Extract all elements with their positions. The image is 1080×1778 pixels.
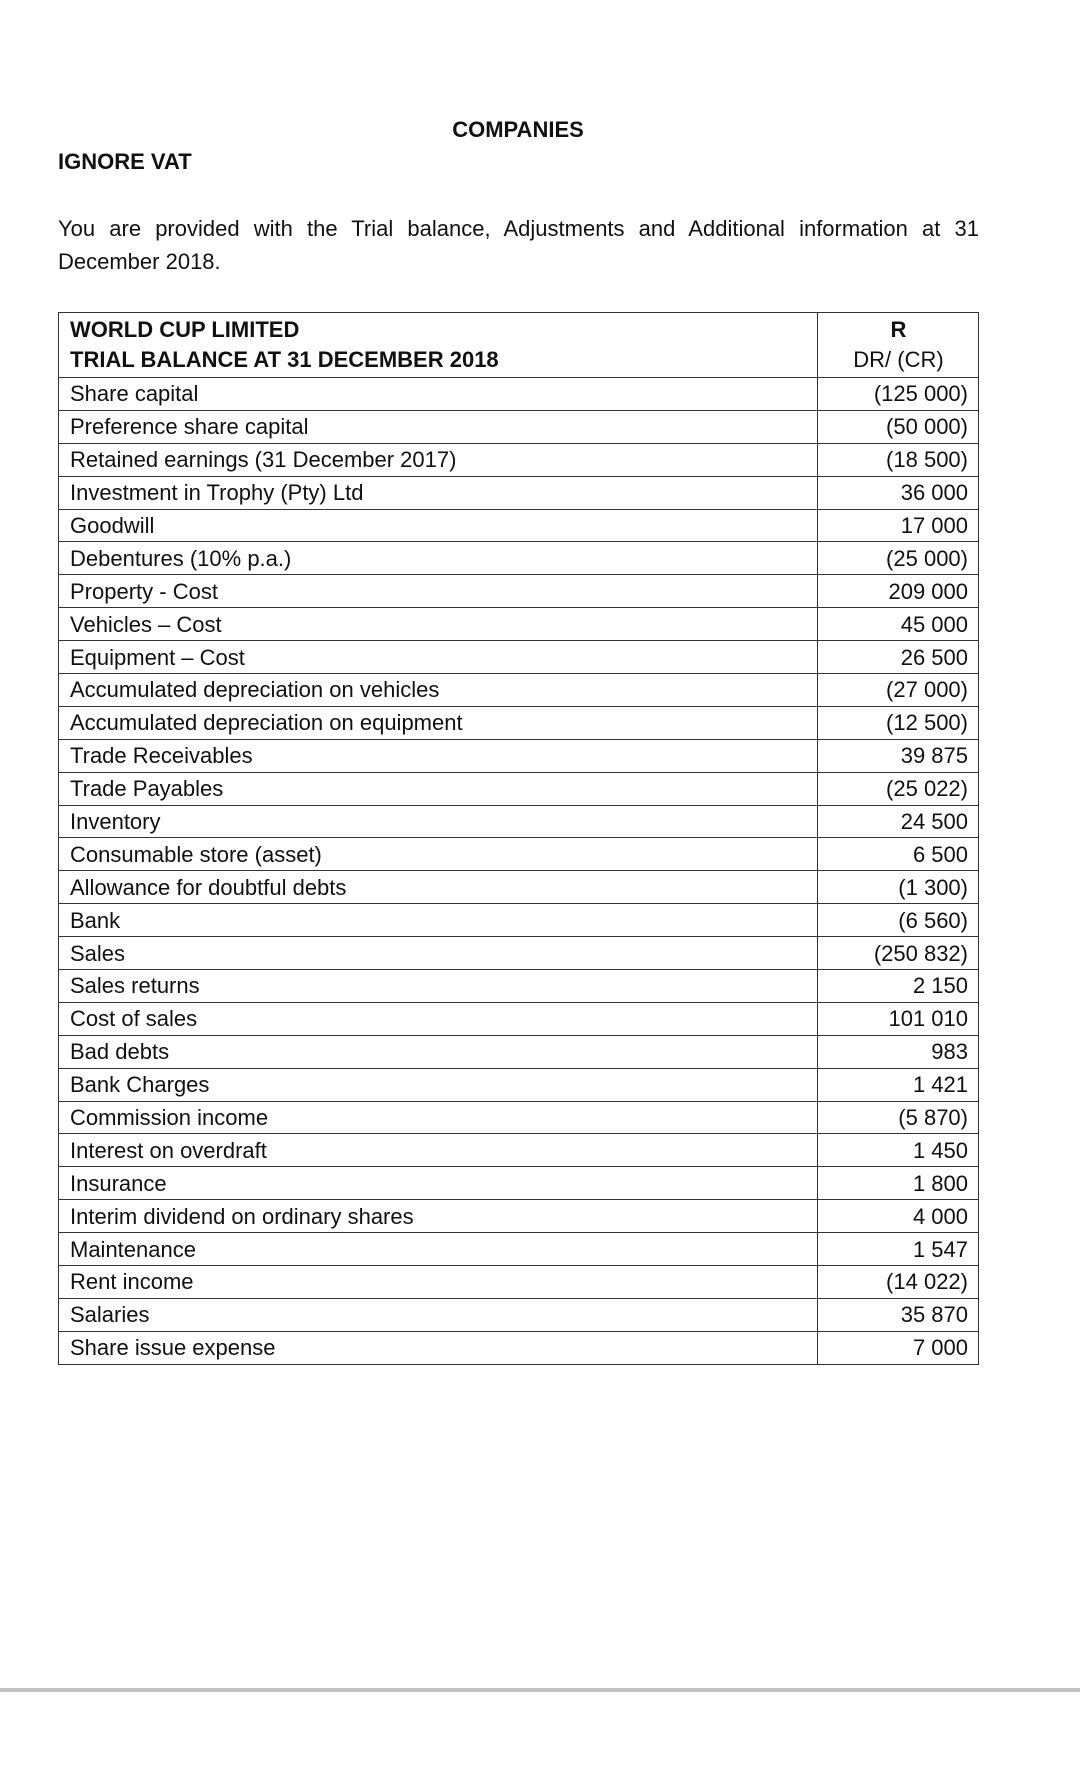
table-row [59, 970, 979, 1003]
account-name: Bad debts [59, 1035, 818, 1068]
account-name: Bank Charges [59, 1068, 818, 1101]
account-amount: 17 000 [818, 509, 979, 542]
table-row [59, 410, 979, 443]
account-name: Vehicles – Cost [59, 608, 818, 641]
account-amount: 39 875 [818, 739, 979, 772]
account-amount: (50 000) [818, 410, 979, 443]
account-name: Commission income [59, 1101, 818, 1134]
account-amount: 1 450 [818, 1134, 979, 1167]
account-amount: 209 000 [818, 575, 979, 608]
account-name: Interim dividend on ordinary shares [59, 1200, 818, 1233]
subheading: IGNORE VAT [58, 149, 192, 174]
account-name: Cost of sales [59, 1002, 818, 1035]
table-row [59, 1233, 979, 1266]
account-amount: (25 000) [818, 542, 979, 575]
account-name: Equipment – Cost [59, 641, 818, 674]
table-row [59, 443, 979, 476]
table-row [59, 378, 979, 411]
account-name: Inventory [59, 805, 818, 838]
account-name: Share issue expense [59, 1331, 818, 1364]
account-amount: 1 800 [818, 1167, 979, 1200]
account-name: Sales returns [59, 970, 818, 1003]
account-amount: (6 560) [818, 904, 979, 937]
dr-cr-label: DR/ (CR) [853, 347, 944, 372]
account-amount: 1 547 [818, 1233, 979, 1266]
account-name: Bank [59, 904, 818, 937]
account-name: Sales [59, 937, 818, 970]
account-name: Allowance for doubtful debts [59, 871, 818, 904]
table-row [59, 1298, 979, 1331]
table-row [59, 772, 979, 805]
account-name: Trade Receivables [59, 739, 818, 772]
table-row [59, 674, 979, 707]
account-amount: (18 500) [818, 443, 979, 476]
table-row [59, 1200, 979, 1233]
table-row [59, 509, 979, 542]
table-row [59, 476, 979, 509]
account-amount: 35 870 [818, 1298, 979, 1331]
account-amount: (250 832) [818, 937, 979, 970]
account-name: Preference share capital [59, 410, 818, 443]
table-row [59, 608, 979, 641]
account-name: Accumulated depreciation on equipment [59, 706, 818, 739]
table-row [59, 1035, 979, 1068]
trial-balance-table [58, 312, 979, 1365]
table-row [59, 937, 979, 970]
table-header-row [59, 313, 979, 378]
currency-label: R [890, 317, 907, 342]
account-amount: 101 010 [818, 1002, 979, 1035]
table-row [59, 1134, 979, 1167]
table-row [59, 871, 979, 904]
account-name: Retained earnings (31 December 2017) [59, 443, 818, 476]
account-amount: 7 000 [818, 1331, 979, 1364]
account-amount: (5 870) [818, 1101, 979, 1134]
table-row [59, 706, 979, 739]
account-amount: (12 500) [818, 706, 979, 739]
company-name: WORLD CUP LIMITED [70, 317, 300, 342]
table-row [59, 838, 979, 871]
table-row [59, 1101, 979, 1134]
table-row [59, 739, 979, 772]
account-name: Salaries [59, 1298, 818, 1331]
account-amount: 24 500 [818, 805, 979, 838]
table-row [59, 542, 979, 575]
account-amount: 2 150 [818, 970, 979, 1003]
table-row [59, 1167, 979, 1200]
account-amount: 36 000 [818, 476, 979, 509]
table-row [59, 1068, 979, 1101]
account-name: Debentures (10% p.a.) [59, 542, 818, 575]
account-name: Accumulated depreciation on vehicles [59, 674, 818, 707]
table-row [59, 805, 979, 838]
table-title-cell [59, 313, 818, 378]
account-name: Insurance [59, 1167, 818, 1200]
account-name: Property - Cost [59, 575, 818, 608]
account-name: Interest on overdraft [59, 1134, 818, 1167]
account-amount: 6 500 [818, 838, 979, 871]
account-amount: 4 000 [818, 1200, 979, 1233]
page-divider [0, 1688, 1080, 1692]
account-amount: (25 022) [818, 772, 979, 805]
account-amount: 1 421 [818, 1068, 979, 1101]
account-name: Trade Payables [59, 772, 818, 805]
amount-header-cell [818, 313, 979, 378]
account-amount: 983 [818, 1035, 979, 1068]
account-amount: (27 000) [818, 674, 979, 707]
page-heading: COMPANIES [452, 117, 584, 142]
table-row [59, 1266, 979, 1299]
account-amount: (125 000) [818, 378, 979, 411]
intro-paragraph: You are provided with the Trial balance, Adjustments and Additional information at 31 December 2018. [58, 216, 979, 274]
table-row [59, 1002, 979, 1035]
account-amount: 26 500 [818, 641, 979, 674]
trial-balance-title: TRIAL BALANCE AT 31 DECEMBER 2018 [70, 347, 499, 372]
table-row [59, 575, 979, 608]
account-name: Maintenance [59, 1233, 818, 1266]
account-name: Investment in Trophy (Pty) Ltd [59, 476, 818, 509]
account-amount: (14 022) [818, 1266, 979, 1299]
account-name: Goodwill [59, 509, 818, 542]
table-row [59, 904, 979, 937]
account-amount: 45 000 [818, 608, 979, 641]
account-amount: (1 300) [818, 871, 979, 904]
account-name: Consumable store (asset) [59, 838, 818, 871]
account-name: Share capital [59, 378, 818, 411]
table-row [59, 1331, 979, 1364]
table-row [59, 641, 979, 674]
account-name: Rent income [59, 1266, 818, 1299]
